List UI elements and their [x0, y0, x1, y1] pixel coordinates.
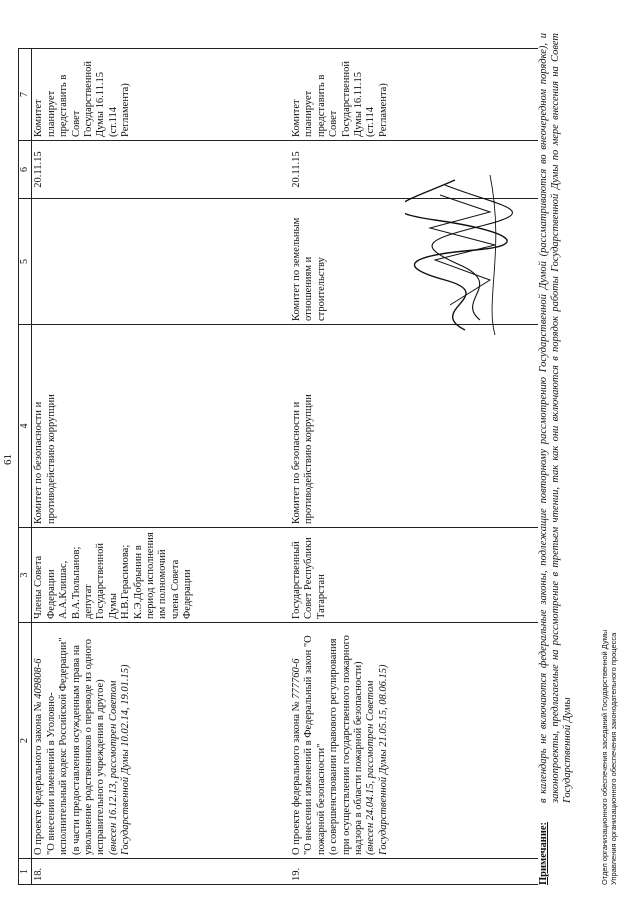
- bill-number: 777760-6: [290, 658, 302, 699]
- bill-initiator: Члены Совета Федерации А.А.Клишас, В.А.Тюльпанов; депутат Государственной Думы Н.В.Герасимова; К.Э.Добрынин в период исполнения им полномочий члена Совета Федерации: [32, 528, 290, 623]
- row-number: 18.: [32, 859, 290, 885]
- bill-title: О проекте федерального закона №: [33, 701, 45, 855]
- table-row: [32, 49, 290, 885]
- co-committee: Комитет по земельным отношениям и строительству: [290, 199, 538, 325]
- note-label: Примечание:: [538, 821, 549, 885]
- bill-name: "О внесении изменений в Федеральный закон "О пожарной безопасности": [303, 635, 327, 855]
- page-number: 61: [2, 454, 14, 465]
- bill-introduced: (внесен 16.12.13, рассмотрен Советом Государственной Думы 10.02.14, 19.01.15): [107, 664, 132, 855]
- consideration-date: 20.11.15: [290, 141, 538, 199]
- column-number: 2: [19, 623, 32, 859]
- bill-description: [290, 623, 538, 859]
- committee-note: Комитет планирует представить в Совет Государственной Думы 16.11.15 (ст.114 Регламента): [290, 49, 538, 141]
- bill-summary: (в части предоставления осужденным права на увольнение родственников о переводе из одного исправительного учреждения в другое): [70, 638, 107, 855]
- bill-title: О проекте федерального закона №: [290, 701, 302, 855]
- co-committee: [32, 199, 290, 325]
- footer-line: Отдел организационного обеспечения заседаний Государственной Думы: [600, 629, 609, 885]
- bill-initiator: Государственный Совет Республики Татарстан: [290, 528, 538, 623]
- row-number: 19.: [290, 859, 538, 885]
- footer: [600, 630, 618, 885]
- column-number: 1: [19, 859, 32, 885]
- committee-note: Комитет планирует представить в Совет Государственной Думы 16.11.15 (ст.114 Регламента): [32, 49, 290, 141]
- responsible-committee: Комитет по безопасности и противодействию коррупции: [290, 325, 538, 528]
- consideration-date: 20.11.15: [32, 141, 290, 199]
- column-number: 4: [19, 325, 32, 528]
- signature-image: [405, 170, 520, 340]
- responsible-committee: Комитет по безопасности и противодействию коррупции: [32, 325, 290, 528]
- bill-introduced: (внесен 24.04.15, рассмотрен Советом Государственной Думы 21.05.15, 08.06.15): [365, 664, 389, 855]
- note-text: в календарь не включаются федеральные законы, подлежащие повторному рассмотрению Государственной Думой (рассматриваются во внеочередном порядке), и законопроекты, предлагаемые на рассмотрение в третьем чтении, так как они включаются в порядок работы Государственной Думы по мере внесения на Совет Государственной Думы: [538, 33, 573, 803]
- column-number: 5: [19, 199, 32, 325]
- column-number-row: [19, 49, 32, 885]
- bill-name: "О внесении изменений в Уголовно-исполнительный кодекс Российской Федерации": [45, 637, 70, 855]
- footer-line: Управления организационного обеспечения законодательного процесса: [609, 632, 618, 885]
- bill-description: [32, 623, 290, 859]
- bill-number: 409808-6: [33, 658, 45, 699]
- bill-summary: (о совершенствовании правового регулирования при осуществлении государственного пожарного надзора в области пожарной безопасности): [328, 635, 364, 855]
- column-number: 6: [19, 141, 32, 199]
- column-number: 7: [19, 49, 32, 141]
- column-number: 3: [19, 528, 32, 623]
